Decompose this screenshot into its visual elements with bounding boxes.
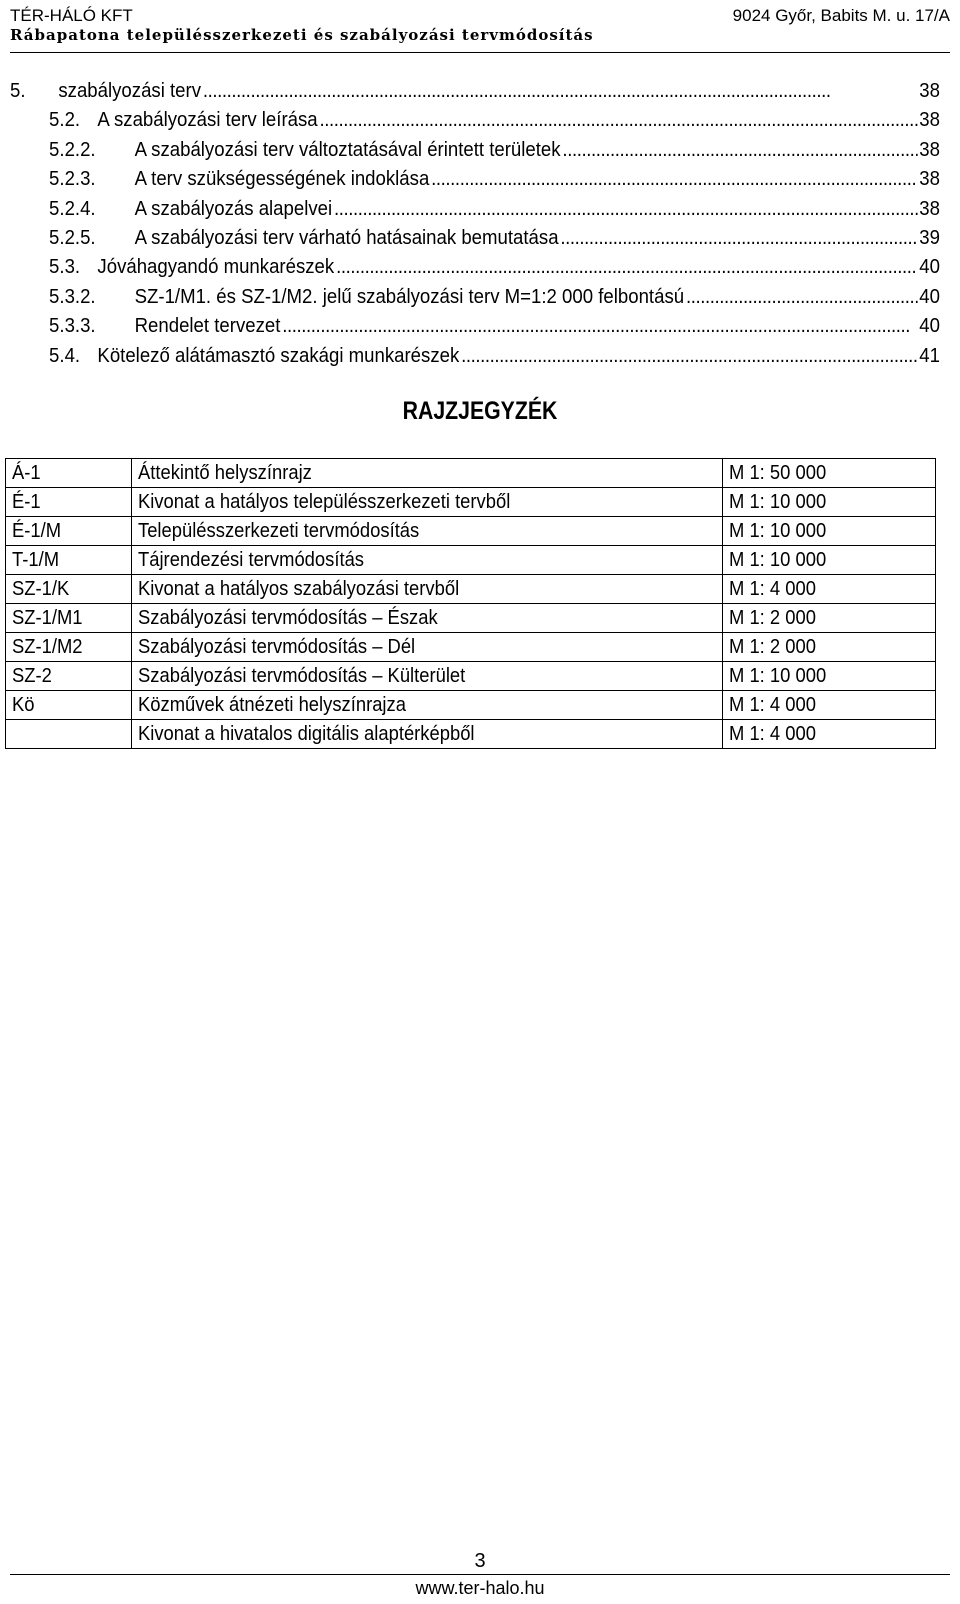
- drawing-title: Szabályozási tervmódosítás – Észak: [137, 606, 438, 629]
- table-row: [6, 459, 936, 488]
- drawing-scale: M 1: 2 000: [729, 606, 817, 629]
- toc-entry-page: 40: [919, 256, 940, 279]
- toc-entry-page: 41: [919, 344, 940, 367]
- toc-entry-title: Jóváhagyandó munkarészek: [97, 256, 335, 279]
- toc-dot-leader: [282, 315, 917, 338]
- toc-entry[interactable]: [10, 315, 940, 344]
- table-row: [6, 488, 936, 517]
- toc-entry-page: 40: [919, 285, 940, 308]
- toc-entry-title: szabályozási terv: [58, 80, 202, 102]
- table-row: [6, 575, 936, 604]
- toc-dot-leader: [334, 198, 917, 221]
- toc-entry-number: 5.2.3.: [49, 168, 96, 191]
- toc-dot-leader: [560, 227, 917, 250]
- toc-entry[interactable]: [10, 286, 940, 315]
- drawing-code-cell: [6, 459, 132, 488]
- page-header: [10, 2, 950, 52]
- drawing-code: É-1: [12, 490, 41, 513]
- footer-url: www.ter-halo.hu: [415, 1578, 545, 1598]
- table-row: [6, 662, 936, 691]
- toc-dot-leader: [319, 109, 917, 132]
- drawing-scale-cell: [723, 604, 936, 633]
- toc-entry-number: 5.2.5.: [49, 226, 96, 249]
- drawing-title-cell: [131, 488, 723, 517]
- toc-entry-number: 5.2.: [49, 109, 81, 132]
- drawings-table: [5, 458, 936, 749]
- drawing-scale: M 1: 50 000: [729, 461, 827, 484]
- toc-dot-leader: [431, 168, 917, 191]
- drawing-title: Szabályozási tervmódosítás – Külterület: [137, 664, 465, 687]
- toc-entry-title: A terv szükségességének indoklása: [134, 168, 430, 191]
- toc-entry-page: 39: [919, 226, 940, 249]
- drawing-title: Kivonat a hivatalos digitális alaptérképből: [137, 722, 475, 745]
- toc-entry[interactable]: [10, 109, 940, 138]
- footer-divider: [10, 1574, 950, 1575]
- table-row: [6, 691, 936, 720]
- drawing-code-cell: [6, 662, 132, 691]
- toc-entry-number: 5.4.: [49, 344, 81, 367]
- drawing-scale-cell: [723, 459, 936, 488]
- drawing-scale: M 1: 4 000: [729, 722, 817, 745]
- drawing-code-cell: [6, 720, 132, 749]
- toc-entry[interactable]: [10, 139, 940, 168]
- toc-entry-title: A szabályozási terv változtatásával érintett területek: [134, 138, 561, 161]
- toc-entry-number: 5.3.2.: [49, 285, 96, 308]
- drawing-scale: M 1: 4 000: [729, 577, 817, 600]
- toc-entry-title: Rendelet tervezet: [134, 315, 281, 338]
- drawing-title-cell: [131, 575, 723, 604]
- drawing-scale: M 1: 4 000: [729, 693, 817, 716]
- drawing-code: T-1/M: [12, 548, 60, 571]
- toc-entry-page: 38: [919, 109, 940, 132]
- drawing-title-cell: [131, 633, 723, 662]
- table-row: [6, 720, 936, 749]
- drawing-code: SZ-2: [12, 664, 52, 687]
- toc-entry-number: 5.3.: [49, 256, 81, 279]
- company-name: TÉR-HÁLÓ KFT: [10, 6, 133, 25]
- toc-dot-leader: [461, 345, 917, 368]
- toc-dot-leader: [562, 139, 917, 162]
- table-row: [6, 517, 936, 546]
- toc-entry[interactable]: [10, 256, 940, 285]
- table-row: [6, 633, 936, 662]
- drawing-title: Áttekintő helyszínrajz: [137, 461, 312, 484]
- drawing-code-cell: [6, 604, 132, 633]
- drawing-scale-cell: [723, 575, 936, 604]
- drawings-heading: RAJZJEGYZÉK: [402, 397, 558, 425]
- toc-entry-number: 5.3.3.: [49, 315, 96, 338]
- drawing-code-cell: [6, 575, 132, 604]
- drawing-title: Kivonat a hatályos szabályozási tervből: [137, 577, 459, 600]
- drawing-code: SZ-1/M2: [12, 635, 83, 658]
- toc-entry[interactable]: [10, 168, 940, 197]
- toc-entry[interactable]: [10, 198, 940, 227]
- toc-entry-page: 38: [919, 197, 940, 220]
- drawing-title-cell: [131, 662, 723, 691]
- toc-entry-page: 38: [919, 168, 940, 191]
- drawing-scale-cell: [723, 633, 936, 662]
- drawing-scale-cell: [723, 488, 936, 517]
- drawing-title: Településszerkezeti tervmódosítás: [137, 519, 419, 542]
- table-of-contents: [10, 80, 938, 374]
- drawing-code-cell: [6, 546, 132, 575]
- drawing-code: É-1/M: [12, 519, 62, 542]
- drawing-scale: M 1: 10 000: [729, 519, 827, 542]
- drawing-title-cell: [131, 459, 723, 488]
- drawing-scale-cell: [723, 546, 936, 575]
- drawing-code: SZ-1/M1: [12, 606, 83, 629]
- drawing-title-cell: [131, 604, 723, 633]
- drawing-scale-cell: [723, 691, 936, 720]
- toc-entry-title: Kötelező alátámasztó szakági munkarészek: [97, 344, 460, 367]
- toc-entry-page: 38: [919, 138, 940, 161]
- company-address: 9024 Győr, Babits M. u. 17/A: [732, 6, 950, 25]
- drawing-code: SZ-1/K: [12, 577, 70, 600]
- toc-entry-page: 40: [919, 315, 940, 338]
- drawing-code-cell: [6, 633, 132, 662]
- drawing-title-cell: [131, 517, 723, 546]
- drawing-scale: M 1: 10 000: [729, 490, 827, 513]
- drawing-code-cell: [6, 517, 132, 546]
- drawing-code-cell: [6, 691, 132, 720]
- toc-entry[interactable]: [10, 227, 940, 256]
- drawing-scale: M 1: 10 000: [729, 548, 827, 571]
- toc-entry[interactable]: [10, 345, 940, 374]
- header-divider: [10, 52, 950, 53]
- drawing-code-cell: [6, 488, 132, 517]
- toc-entry-page: 38: [919, 80, 940, 102]
- header-top-row: [10, 2, 950, 26]
- toc-entry-number: 5.: [10, 80, 26, 102]
- drawing-code: Á-1: [12, 461, 41, 484]
- drawing-title-cell: [131, 691, 723, 720]
- drawing-title: Kivonat a hatályos településszerkezeti tervből: [137, 490, 510, 513]
- drawing-code: Kö: [12, 693, 35, 716]
- table-row: [6, 604, 936, 633]
- document-subtitle: Rábapatona településszerkezeti és szabályozási tervmódosítás: [10, 26, 594, 44]
- drawing-scale-cell: [723, 517, 936, 546]
- table-row: [6, 546, 936, 575]
- toc-dot-leader: [336, 256, 917, 279]
- toc-entry[interactable]: [10, 80, 940, 109]
- toc-dot-leader: [203, 80, 918, 103]
- page-number: 3: [474, 1550, 486, 1572]
- drawing-title-cell: [131, 720, 723, 749]
- drawing-scale: M 1: 10 000: [729, 664, 827, 687]
- toc-entry-number: 5.2.2.: [49, 138, 96, 161]
- toc-entry-title: A szabályozás alapelvei: [134, 197, 333, 220]
- drawing-title: Tájrendezési tervmódosítás: [137, 548, 364, 571]
- drawing-title: Szabályozási tervmódosítás – Dél: [137, 635, 415, 658]
- toc-entry-title: SZ-1/M1. és SZ-1/M2. jelű szabályozási terv M=1:2 000 felbontású: [134, 285, 685, 308]
- drawing-title-cell: [131, 546, 723, 575]
- toc-dot-leader: [686, 286, 917, 309]
- toc-entry-title: A szabályozási terv leírása: [97, 109, 318, 132]
- toc-entry-title: A szabályozási terv várható hatásainak bemutatása: [134, 226, 559, 249]
- drawing-scale: M 1: 2 000: [729, 635, 817, 658]
- toc-entry-number: 5.2.4.: [49, 197, 96, 220]
- drawing-scale-cell: [723, 720, 936, 749]
- drawing-scale-cell: [723, 662, 936, 691]
- drawing-title: Közművek átnézeti helyszínrajza: [137, 693, 406, 716]
